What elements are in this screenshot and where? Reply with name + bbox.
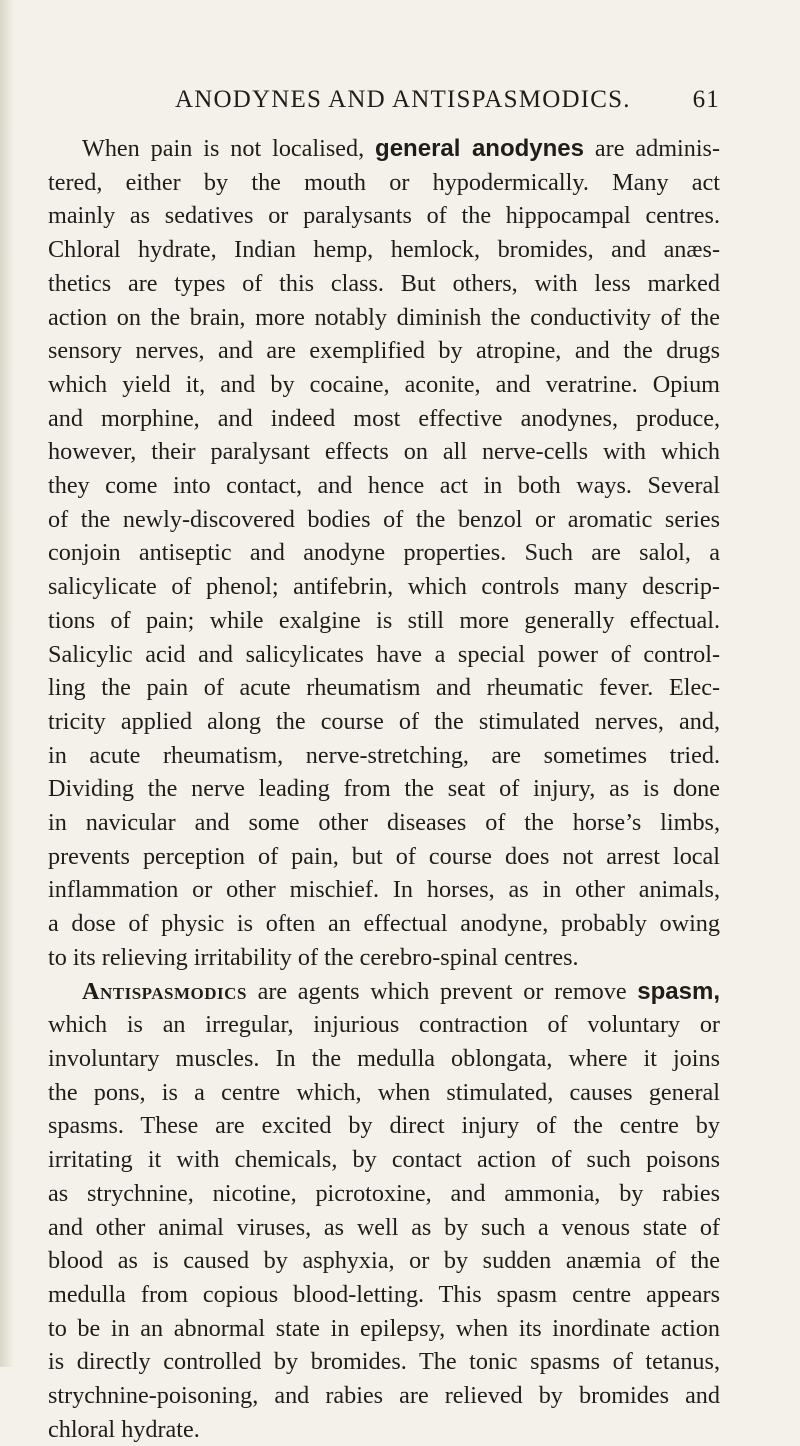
term-spasm: spasm, bbox=[637, 977, 720, 1005]
text-line: and morphine, and indeed most effective anodynes, produce, bbox=[48, 404, 720, 432]
running-header bbox=[175, 80, 720, 120]
text-line: action on the brain, more notably diminish the conductivity of the bbox=[48, 303, 720, 331]
text-line: in navicular and some other diseases of the horse’s limbs, bbox=[48, 809, 720, 837]
text-line: spasms. These are excited by direct injury of the centre by bbox=[48, 1112, 720, 1140]
text-line: blood as is caused by asphyxia, or by sudden anæmia of the bbox=[48, 1247, 720, 1275]
text-line: Dividing the nerve leading from the seat of injury, as is done bbox=[48, 775, 720, 803]
text-line: which is an irregular, injurious contraction of voluntary or bbox=[48, 1011, 720, 1039]
text-line: tions of pain; while exalgine is still more generally effectual. bbox=[48, 606, 720, 634]
text-line: tricity applied along the course of the stimulated nerves, and, bbox=[48, 707, 720, 735]
text-line: medulla from copious blood-letting. This spasm centre appears bbox=[48, 1280, 720, 1308]
text-line: they come into contact, and hence act in both ways. Several bbox=[48, 472, 720, 500]
term-antispasmodics: Antispasmodics bbox=[82, 977, 247, 1005]
text-line: prevents perception of pain, but of course does not arrest local bbox=[48, 842, 720, 870]
text-line: as strychnine, nicotine, picrotoxine, and ammonia, by rabies bbox=[48, 1179, 720, 1207]
term-general-anodynes: general anodynes bbox=[375, 135, 584, 162]
text-line: is directly controlled by bromides. The tonic spasms of tetanus, bbox=[48, 1348, 720, 1376]
text-line: sensory nerves, and are exemplified by atropine, and the drugs bbox=[48, 337, 720, 365]
text-line: ling the pain of acute rheumatism and rheumatic fever. Elec- bbox=[48, 674, 720, 702]
text-line: of the newly-discovered bodies of the benzol or aromatic series bbox=[48, 505, 720, 533]
text-line: Chloral hydrate, Indian hemp, hemlock, bromides, and anæs- bbox=[48, 236, 720, 264]
text-line: the pons, is a centre which, when stimulated, causes general bbox=[48, 1078, 720, 1106]
text-line: involuntary muscles. In the medulla oblongata, where it joins bbox=[48, 1044, 720, 1072]
text-line: however, their paralysant effects on all nerve-cells with which bbox=[48, 438, 720, 466]
text-line: salicylicate of phenol; antifebrin, which controls many descrip- bbox=[48, 573, 720, 601]
text-line: strychnine-poisoning, and rabies are relieved by bromides and bbox=[48, 1382, 720, 1410]
text-line: in acute rheumatism, nerve-stretching, are sometimes tried. bbox=[48, 741, 720, 769]
text-line: When pain is not localised, general anodynes are adminis- bbox=[82, 135, 721, 162]
text-line: mainly as sedatives or paralysants of the hippocampal centres. bbox=[48, 202, 720, 230]
text-line: irritating it with chemicals, by contact action of such poisons bbox=[48, 1146, 720, 1174]
text-line: and other animal viruses, as well as by such a venous state of bbox=[48, 1213, 720, 1241]
text-line: chloral hydrate. bbox=[48, 1415, 200, 1443]
page-number: 61 bbox=[692, 86, 720, 113]
text-line: to be in an abnormal state in epilepsy, when its inordinate action bbox=[48, 1314, 720, 1342]
page-edge-shadow bbox=[0, 0, 14, 1367]
text-line: to its relieving irritability of the cerebro-spinal centres. bbox=[48, 943, 579, 971]
text-line: which yield it, and by cocaine, aconite, and veratrine. Opium bbox=[48, 370, 720, 398]
text-line: Antispasmodics are agents which prevent or remove spasm, bbox=[82, 977, 720, 1005]
text-line: tered, either by the mouth or hypodermically. Many act bbox=[48, 168, 720, 196]
text-line: conjoin antiseptic and anodyne properties. Such are salol, a bbox=[48, 539, 720, 567]
text-line: thetics are types of this class. But others, with less marked bbox=[48, 269, 720, 297]
running-title: ANODYNES AND ANTISPASMODICS. bbox=[175, 86, 631, 113]
text-line: Salicylic acid and salicylicates have a special power of control- bbox=[48, 640, 720, 668]
text-line: inflammation or other mischief. In horses, as in other animals, bbox=[48, 876, 720, 904]
text-line: a dose of physic is often an effectual anodyne, probably owing bbox=[48, 910, 720, 938]
body-text bbox=[48, 132, 720, 1446]
